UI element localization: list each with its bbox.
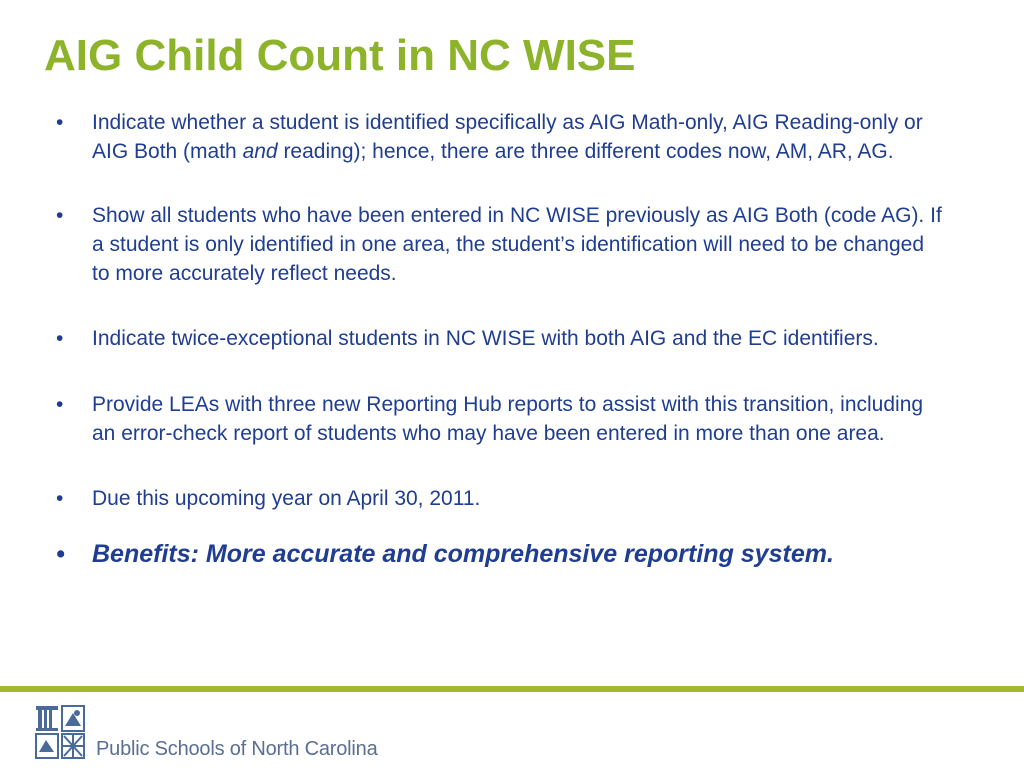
bullet-glyph: •: [56, 487, 64, 510]
nc-public-schools-logo-icon: [34, 704, 88, 760]
bullet-glyph: •: [56, 204, 64, 227]
bullet-glyph: •: [56, 393, 64, 416]
bullet-text-end: reading); hence, there are three different codes now, AM, AR, AG.: [277, 140, 894, 163]
bullet-item: [56, 324, 946, 353]
bullet-item-benefits: [56, 539, 946, 569]
footer-org-name: Public Schools of North Carolina: [96, 738, 378, 760]
bullet-item: [56, 390, 946, 448]
bullet-text: Show all students who have been entered in NC WISE previously as AIG Both (code AG). If a student is only identified in one area, the student’s identification will need to be changed to more accurately reflect needs.: [92, 204, 942, 285]
bullet-text-italic: and: [242, 140, 278, 163]
bullet-glyph: •: [56, 327, 64, 350]
bullet-glyph: •: [56, 540, 65, 568]
bullet-text: Indicate twice-exceptional students in NC WISE with both AIG and the EC identifiers.: [92, 327, 879, 350]
bullet-item: [56, 201, 946, 288]
bullet-item: [56, 108, 946, 166]
slide-title: AIG Child Count in NC WISE: [44, 31, 636, 80]
bullet-text: Due this upcoming year on April 30, 2011.: [92, 487, 481, 510]
footer-divider: [0, 686, 1024, 692]
bullet-text-start: Indicate whether a student is identified specifically as AIG Math-only, AIG Reading-only or AIG Both (math: [92, 111, 923, 163]
bullet-item: [56, 484, 946, 513]
bullet-glyph: •: [56, 111, 64, 134]
bullet-list: [56, 108, 946, 569]
bullet-text: Benefits: More accurate and comprehensive reporting system.: [92, 540, 834, 568]
bullet-text: Provide LEAs with three new Reporting Hub reports to assist with this transition, including an error-check report of students who may have been entered in more than one area.: [92, 393, 924, 445]
